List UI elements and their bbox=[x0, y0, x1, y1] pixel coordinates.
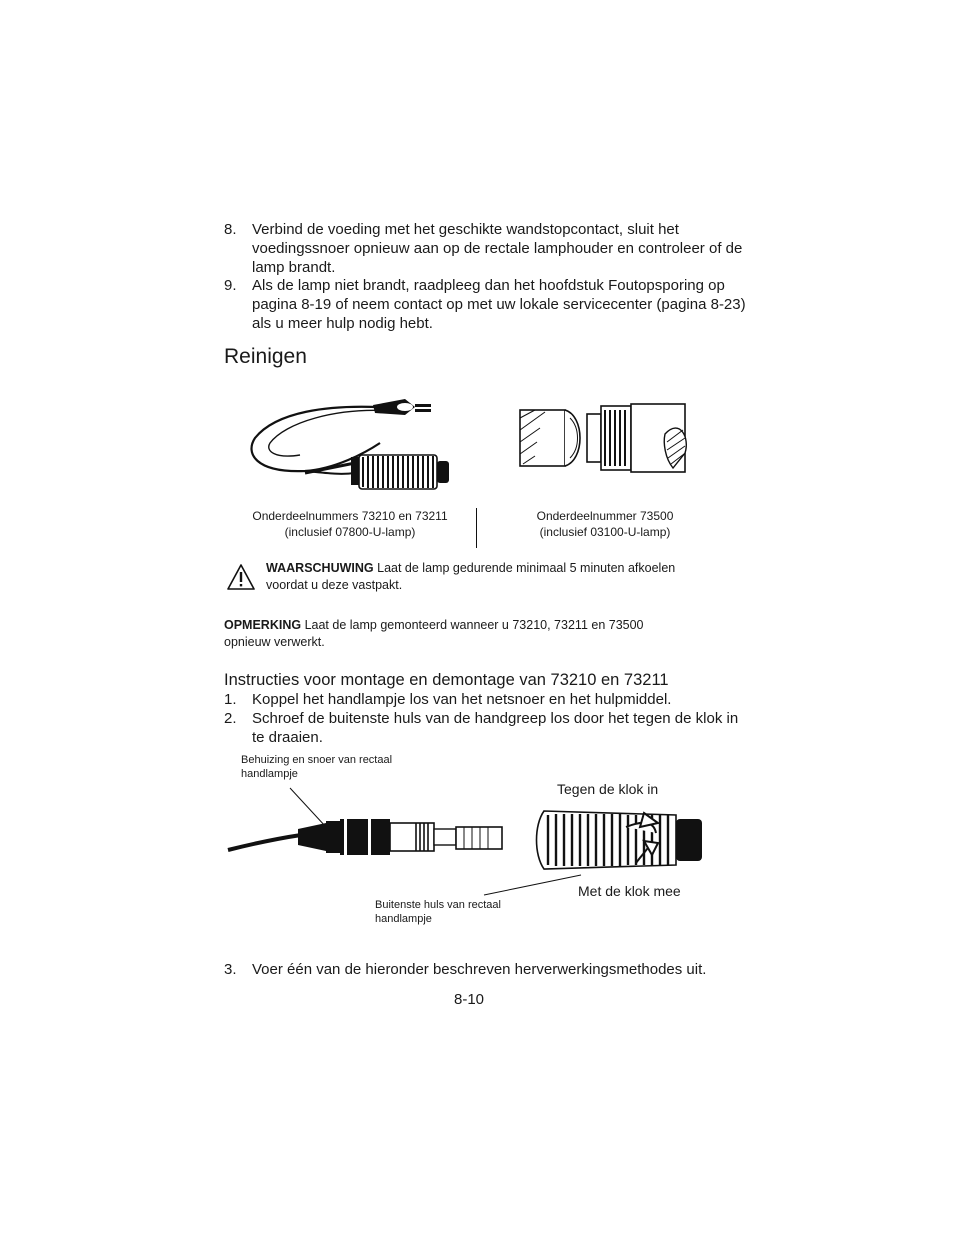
subsection-title: Instructies voor montage en demontage van 73210 en 73211 bbox=[224, 671, 669, 689]
note-label: OPMERKING bbox=[224, 618, 302, 632]
caption-line: (inclusief 03100-U-lamp) bbox=[539, 525, 671, 539]
note-body: Laat de lamp gemonteerd wanneer u 73210, 73211 en 73500 opnieuw verwerkt. bbox=[224, 618, 644, 649]
list-number: 2. bbox=[224, 710, 237, 727]
list-number: 8. bbox=[224, 221, 237, 238]
warning-text bbox=[266, 560, 706, 594]
figure-caption-right bbox=[510, 508, 700, 540]
caption-line: Onderdeelnummer 73500 bbox=[536, 509, 674, 523]
figure-caption-left bbox=[240, 508, 460, 540]
page-number: 8-10 bbox=[454, 991, 485, 1008]
list-number: 1. bbox=[224, 691, 237, 708]
list-item bbox=[224, 220, 744, 277]
label-line: Buitenste huls van rectaal bbox=[375, 899, 501, 911]
label-line: handlampje bbox=[375, 913, 432, 925]
list-text: Koppel het handlampje los van het netsnoer en het hulpmiddel. bbox=[252, 691, 672, 708]
list-number: 3. bbox=[224, 961, 237, 978]
disassembly-illustration bbox=[226, 785, 716, 895]
list-item bbox=[224, 960, 744, 979]
lamp-cord-illustration bbox=[245, 393, 455, 498]
list-text: Verbind de voeding met het geschikte wandstopcontact, sluit het voedingssnoer opnieuw aan op de rectale lamphouder en controleer of de lamp brandt. bbox=[252, 221, 743, 276]
label-clockwise: Met de klok mee bbox=[578, 883, 681, 899]
label-sleeve bbox=[375, 898, 535, 926]
warning-icon bbox=[226, 563, 256, 591]
label-counterclockwise: Tegen de klok in bbox=[557, 781, 659, 797]
warning-label: WAARSCHUWING bbox=[266, 561, 374, 575]
section-title: Reinigen bbox=[224, 345, 307, 368]
list-item bbox=[224, 276, 744, 333]
label-line: handlampje bbox=[241, 768, 298, 780]
list-text: Voer één van de hieronder beschreven herverwerkingsmethodes uit. bbox=[252, 961, 707, 978]
list-item bbox=[224, 709, 744, 747]
label-line: Behuizing en snoer van rectaal bbox=[241, 754, 393, 766]
list-number: 9. bbox=[224, 277, 237, 294]
lamp-head-illustration bbox=[515, 398, 690, 478]
list-item bbox=[224, 690, 744, 709]
note-text bbox=[224, 617, 664, 651]
caption-divider bbox=[476, 508, 477, 548]
caption-line: Onderdeelnummers 73210 en 73211 bbox=[252, 509, 448, 523]
list-text: Als de lamp niet brandt, raadpleeg dan het hoofdstuk Foutopsporing op pagina 8-19 of neem contact op met uw lokale servicecenter (pagina 8-23) als u meer hulp nodig hebt. bbox=[252, 277, 746, 332]
label-housing bbox=[241, 753, 441, 781]
caption-line: (inclusief 07800-U-lamp) bbox=[284, 525, 416, 539]
warning-body: Laat de lamp gedurende minimaal 5 minuten afkoelen voordat u deze vastpakt. bbox=[266, 561, 676, 592]
list-text: Schroef de buitenste huls van de handgreep los door het tegen de klok in te draaien. bbox=[252, 710, 739, 746]
